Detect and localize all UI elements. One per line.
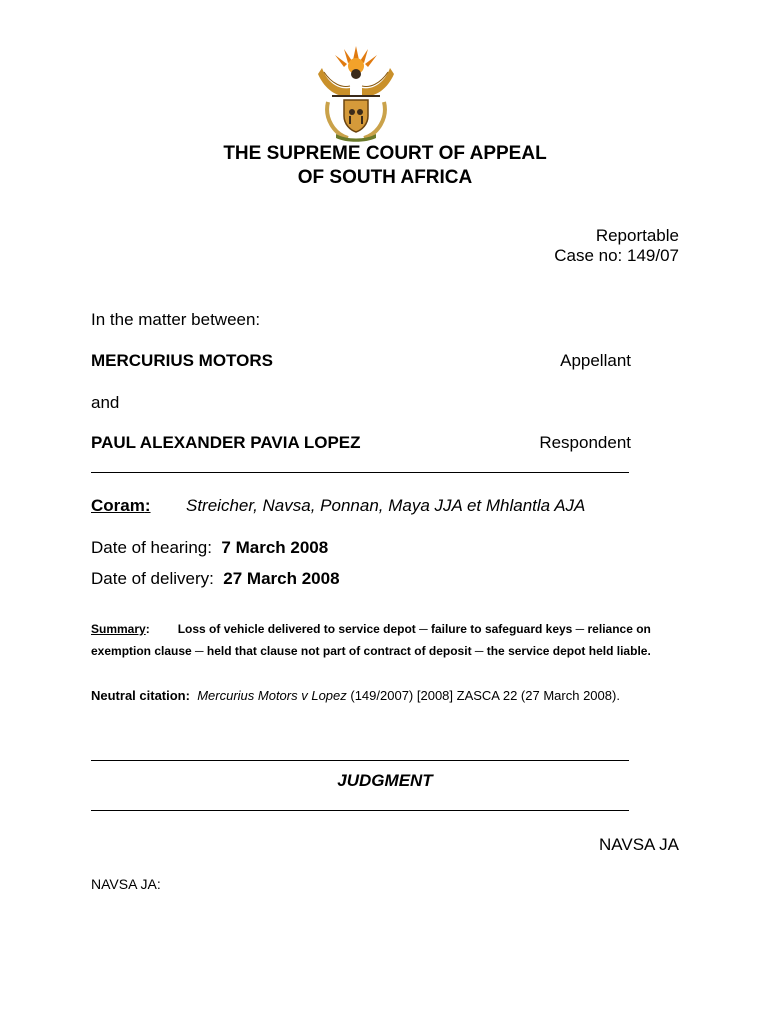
judgment-heading: JUDGMENT [337, 771, 433, 790]
neutral-citation-case-name: Mercurius Motors v Lopez [197, 688, 347, 703]
judgment-author-left: NAVSA JA: [91, 876, 161, 892]
court-title-line2: OF SOUTH AFRICA [297, 167, 473, 188]
neutral-citation [91, 688, 620, 703]
neutral-citation-reference: (149/2007) [2008] ZASCA 22 (27 March 2008). [346, 688, 620, 703]
divider [91, 760, 629, 761]
summary-label: Summary [91, 622, 146, 636]
summary-text-1: Loss of vehicle delivered to service depot ─ failure to safeguard keys ─ reliance on [177, 622, 651, 636]
appellant-name: MERCURIUS MOTORS [91, 351, 273, 370]
reportable-label: Reportable [595, 226, 679, 245]
respondent-role: Respondent [539, 433, 631, 452]
respondent-name: PAUL ALEXANDER PAVIA LOPEZ [91, 433, 361, 452]
parties-intro: In the matter between: [91, 310, 261, 329]
hearing-date-label: Date of hearing: [91, 538, 212, 557]
delivery-date [91, 569, 340, 589]
hearing-date [91, 538, 328, 558]
delivery-date-label: Date of delivery: [91, 569, 214, 588]
parties-conjunction: and [91, 393, 120, 412]
divider [91, 472, 629, 473]
neutral-citation-label: Neutral citation: [91, 688, 190, 703]
coat-of-arms-icon [314, 44, 398, 142]
summary-line1: Summary: Loss of vehicle delivered to service depot ─ failure to safeguard keys ─ reliance on [91, 622, 651, 636]
coram-judges: Streicher, Navsa, Ponnan, Maya JJA et Mhlantla AJA [186, 496, 586, 515]
appellant-role: Appellant [560, 351, 631, 370]
judgment-author-right: NAVSA JA [599, 835, 679, 854]
hearing-date-value: 7 March 2008 [221, 538, 329, 557]
court-title-line1: THE SUPREME COURT OF APPEAL [223, 143, 547, 164]
case-number: Case no: 149/07 [554, 246, 679, 265]
summary-text-2: exemption clause ─ held that clause not part of contract of deposit ─ the service depot held liable. [91, 644, 651, 658]
divider [91, 810, 629, 811]
delivery-date-value: 27 March 2008 [223, 569, 340, 588]
coram-label: Coram: [91, 496, 151, 515]
